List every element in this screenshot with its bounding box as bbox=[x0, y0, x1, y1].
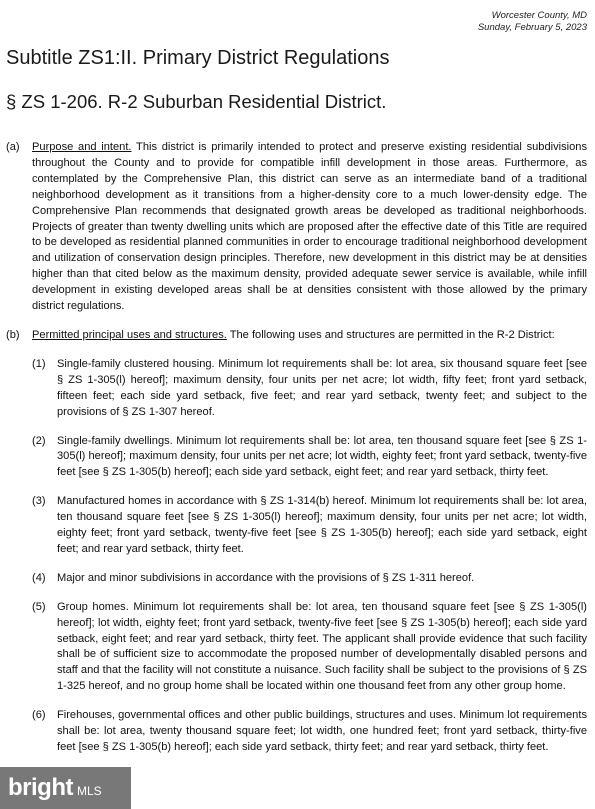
paragraph-a bbox=[6, 140, 587, 315]
paragraph-label: (a) bbox=[6, 141, 20, 153]
item-text: Single-family dwellings. Minimum lot requirements shall be: lot area, ten thousand square feet [see § ZS 1-305(l) hereof]; maximum density, four units per net acre; lot width, eighty feet; front yard setback, twenty-five feet [see § ZS 1-305(b) hereof]; each side yard setback, eight feet; and rear yard setback, thirty feet. bbox=[57, 434, 587, 479]
page-header bbox=[478, 10, 587, 34]
item-label: (5) bbox=[32, 600, 46, 613]
paragraph-heading: Permitted principal uses and structures. bbox=[32, 328, 227, 341]
item-label: (1) bbox=[32, 357, 46, 370]
item-text: Single-family clustered housing. Minimum lot requirements shall be: lot area, six thousand square feet [see § ZS 1-305(l) hereof]; maximum density, four units per net acre; lot width, fifty feet; front yard setback, fifteen feet; each side yard setback, five feet; and rear yard setback, twenty feet; and subject to the provisions of § ZS 1-307 hereof. bbox=[57, 357, 587, 418]
list-item bbox=[32, 708, 587, 756]
watermark-logo: bright bbox=[8, 774, 73, 801]
item-label: (3) bbox=[32, 495, 46, 508]
list-item bbox=[32, 357, 587, 421]
item-text: Major and minor subdivisions in accordance with the provisions of § ZS 1-311 hereof. bbox=[57, 571, 475, 584]
item-text: Group homes. Minimum lot requirements shall be: lot area, ten thousand square feet [see § ZS 1-305(l) hereof]; lot width, eighty feet; front yard setback, twenty-five feet [see § ZS 1-305(b) hereof]; each side yard setback, eight feet; and rear yard setback, thirty feet. The applicant shall provide evidence that such facility shall be of sufficient size to accommodate the proposed number of developmentally disabled persons and staff and that the facility will not constitute a nuisance. Such facility shall be subject to the provisions of § ZS 1-325 hereof, and no group home shall be located within one thousand feet from any other group home. bbox=[57, 600, 587, 693]
bright-mls-watermark bbox=[0, 767, 131, 809]
header-county: Worcester County, MD bbox=[491, 10, 587, 21]
document-body bbox=[6, 140, 587, 756]
item-label: (2) bbox=[32, 434, 46, 447]
item-text: Firehouses, governmental offices and other public buildings, structures and uses. Minimum lot requirements shall be: lot area, twenty thousand square feet; lot width, one hundred feet; front yard setback, thirty-five feet [see § ZS 1-305(b) hereof]; each side yard setback, thirty feet; and rear yard setback, thirty feet. bbox=[57, 709, 587, 753]
subtitle-heading: Subtitle ZS1:II. Primary District Regulations bbox=[6, 47, 390, 69]
list-item bbox=[32, 494, 587, 558]
paragraph-heading: Purpose and intent. bbox=[32, 141, 132, 153]
list-item bbox=[32, 600, 587, 695]
header-date: Sunday, February 5, 2023 bbox=[477, 22, 587, 33]
paragraph-b bbox=[6, 328, 587, 344]
list-item bbox=[32, 434, 587, 482]
watermark-suffix: MLS bbox=[76, 784, 102, 798]
item-text: Manufactured homes in accordance with § ZS 1-314(b) hereof. Minimum lot requirements shall be: lot area, ten thousand square feet [see § ZS 1-305(l) hereof]; maximum density, four units per net acre; lot width, eighty feet; front yard setback, twenty-five feet [see § ZS 1-305(b) hereof]; each side yard setback, eight feet; and rear yard setback, thirty feet. bbox=[57, 495, 587, 555]
list-item bbox=[32, 571, 587, 587]
item-label: (6) bbox=[32, 709, 46, 722]
paragraph-text: The following uses and structures are permitted in the R-2 District: bbox=[226, 328, 555, 341]
paragraph-text: This district is primarily intended to protect and preserve existing residential subdivisions throughout the County and to provide for compatible infill development in those areas. Furthermore, as contemplated by the Comprehensive Plan, this district can serve as an intermediate band of a traditional neighborhood development as it transitions from a higher-density core to a much lower-density edge. The Comprehensive Plan recommends that designated growth areas be developed as traditional neighborhoods. Projects of greater than twenty dwelling units which are proposed after the effective date of this Title are required to be developed as residential planned communities in order to encourage traditional neighborhood development and utilization of conservation design principles. Therefore, new development in this district may be at densities higher than that cited below as the maximum density, provided adequate sewer service is available, while infill development in existing developed areas shall be at densities consistent with those allowed by the primary district regulations. bbox=[32, 141, 588, 313]
section-title: § ZS 1-206. R-2 Suburban Residential District. bbox=[6, 91, 387, 112]
paragraph-label: (b) bbox=[6, 328, 20, 341]
item-label: (4) bbox=[32, 571, 46, 584]
